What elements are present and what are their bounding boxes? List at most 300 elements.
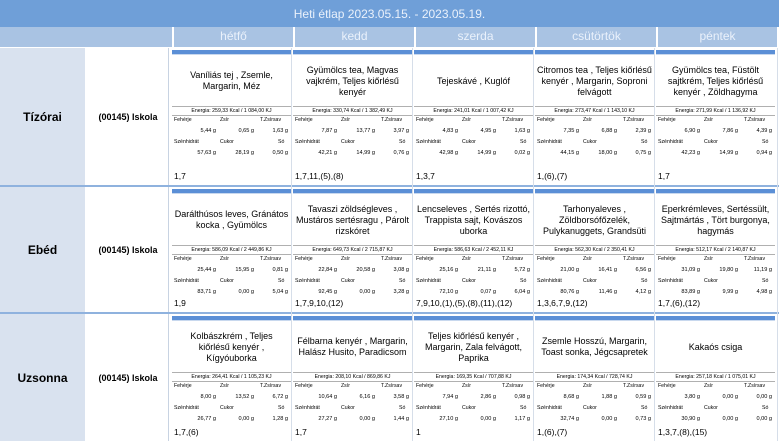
nutrient-value: 11,19 g [753,267,772,273]
column-divider [777,48,778,441]
nutrient-label: Fehérje [174,383,192,389]
nutrient-label: Fehérje [658,256,676,262]
nutrient-value: 6,16 g [359,394,375,400]
nutrient-value: 8,68 g [563,394,579,400]
allergen-codes: 1,7 [295,427,307,437]
cell-top-line [172,54,291,55]
nutrient-label-row [535,277,654,287]
dish-name: Kolbászkrém , Teljes kiőrlésű kenyér , Kígyóuborka [190,330,273,363]
day-header-wednesday: szerda [414,27,535,47]
nutrient-label: T.Zsírsav [744,256,766,262]
nutrient-value: 83,89 g [681,289,700,295]
nutrient-label: Só [399,139,406,145]
nutrient-label-row [656,404,775,414]
nutrient-value: 0,00 g [238,416,254,422]
nutrient-value: 6,72 g [272,394,288,400]
nutrient-label-row [414,382,533,392]
cell-top-line [172,193,291,194]
nutrient-value: 7,94 g [442,394,458,400]
column-divider [412,48,413,441]
nutrient-label: Cukor [341,139,355,145]
nutrient-value: 13,52 g [235,394,254,400]
nutrient-label: Cukor [220,405,234,411]
nutrient-value: 30,90 g [681,416,700,422]
menu-cell [535,314,654,441]
nutrient-label-row [172,116,291,126]
nutrient-value: 42,23 g [681,150,700,156]
menu-cell [656,48,775,185]
nutrient-label-row [172,277,291,287]
allergen-codes: 1,9 [174,298,186,308]
nutrient-label: T.Zsírsav [502,256,524,262]
nutrient-label: Fehérje [416,383,434,389]
nutrient-label: Cukor [462,139,476,145]
cell-top-line [656,54,775,55]
dish-name: Eperkrémleves, Sertéssült, Sajtmártás , Tört burgonya, hagymás [661,203,770,236]
cell-top-line [535,54,654,55]
nutrient-label: Só [762,139,769,145]
nutrient-value-row [172,126,291,137]
nutrient-value: 1,28 g [272,416,288,422]
cell-top-line [414,320,533,321]
nutrient-label: Szénhidrát [295,405,320,411]
nutrient-label: Szénhidrát [537,278,562,284]
nutrient-label: Szénhidrát [174,278,199,284]
menu-cell [293,187,412,312]
nutrient-label-row [414,404,533,414]
nutrient-label: Só [278,405,285,411]
menu-cell [293,314,412,441]
nutrient-label-row [535,255,654,265]
nutrient-label-row [656,138,775,148]
allergen-codes: 1,7,(6) [174,427,199,437]
energy-value: Energia: 259,33 Kcal / 1 084,00 KJ [172,106,291,116]
nutrient-value: 0,65 g [238,128,254,134]
nutrient-label: Zsír [704,256,713,262]
nutrient-value: 7,35 g [563,128,579,134]
energy-value: Energia: 586,09 Kcal / 2 449,86 KJ [172,245,291,255]
energy-value: Energia: 586,63 Kcal / 2 452,11 KJ [414,245,533,255]
nutrient-label: Cukor [341,278,355,284]
nutrient-label: T.Zsírsav [744,383,766,389]
nutrient-label-row [172,382,291,392]
nutrient-value: 26,77 g [197,416,216,422]
nutrient-label: T.Zsírsav [260,383,282,389]
nutrient-value: 57,63 g [197,150,216,156]
allergen-codes: 1,3,6,7,9,(12) [537,298,588,308]
nutrient-value-row [414,148,533,159]
nutrient-label-row [656,255,775,265]
nutrient-value-row [535,148,654,159]
nutrient-value: 27,10 g [439,416,458,422]
meal-row [0,48,779,185]
nutrient-label: Zsír [462,256,471,262]
nutrient-label-row [656,277,775,287]
cell-top-line [293,320,412,321]
allergen-codes: 1,3,7,(8),(15) [658,427,708,437]
nutrient-label-row [656,116,775,126]
nutrient-label: T.Zsírsav [502,383,524,389]
nutrient-value: 31,09 g [681,267,700,273]
nutrient-value: 42,21 g [318,150,337,156]
nutrient-value: 6,90 g [684,128,700,134]
dish-name: Lencseleves , Sertés rizottó, Trappista sajt, Kovászos uborka [416,203,531,236]
nutrient-label: Szénhidrát [295,139,320,145]
nutrient-value: 14,99 g [477,150,496,156]
nutrient-label: T.Zsírsav [502,117,524,123]
nutrient-label: Zsír [341,256,350,262]
allergen-codes: 1,(6),(7) [537,171,568,181]
nutrient-value: 5,72 g [514,267,530,273]
nutrient-value: 0,00 g [359,416,375,422]
nutrient-value: 5,44 g [200,128,216,134]
nutrient-value: 0,00 g [601,416,617,422]
nutrient-value: 0,94 g [756,150,772,156]
allergen-codes: 1,7,11,(5),(8) [295,171,344,181]
nutrient-label: Szénhidrát [658,405,683,411]
nutrient-label: Só [399,405,406,411]
nutrient-label: Szénhidrát [537,139,562,145]
menu-cell [172,187,291,312]
nutrient-label: Szénhidrát [295,278,320,284]
dish-name: Tarhonyaleves , Zöldborsófőzelék, Pulykanuggets, Grandsüti [542,203,647,236]
school-name: (00145) Iskola [88,48,169,185]
nutrient-label: Fehérje [174,117,192,123]
nutrient-value-row [656,414,775,425]
nutrient-label: Cukor [220,278,234,284]
nutrient-label-row [535,116,654,126]
nutrient-label: Fehérje [658,117,676,123]
nutrient-value: 4,95 g [480,128,496,134]
nutrient-label-row [172,138,291,148]
nutrient-value: 3,80 g [684,394,700,400]
nutrient-value: 0,81 g [272,267,288,273]
nutrient-label: Cukor [341,405,355,411]
energy-value: Energia: 271,99 Kcal / 1 136,92 KJ [656,106,775,116]
nutrient-value-row [293,414,412,425]
energy-value: Energia: 562,30 Kcal / 2 350,41 KJ [535,245,654,255]
nutrient-label: Cukor [462,278,476,284]
nutrient-value-row [293,265,412,276]
nutrient-value-row [656,265,775,276]
nutrient-label: Cukor [583,405,597,411]
nutrient-value: 22,84 g [318,267,337,273]
nutrient-label: Cukor [704,139,718,145]
nutrient-value-row [414,414,533,425]
allergen-codes: 1,7,9,10,(12) [295,298,344,308]
nutrient-value: 7,87 g [321,128,337,134]
nutrient-value: 25,16 g [439,267,458,273]
nutrient-value: 0,00 g [722,394,738,400]
nutrient-value: 72,10 g [439,289,458,295]
menu-title: Heti étlap 2023.05.15. - 2023.05.19. [0,0,779,27]
nutrient-value-row [535,392,654,403]
nutrient-value-row [535,126,654,137]
nutrient-label: Fehérje [295,256,313,262]
nutrient-value: 0,00 g [480,416,496,422]
menu-cell [535,187,654,312]
nutrient-label: T.Zsírsav [381,256,403,262]
allergen-codes: 1,7,(6),(12) [658,298,701,308]
meal-row [0,314,779,441]
nutrient-label: Só [520,405,527,411]
nutrient-label: Szénhidrát [416,278,441,284]
nutrient-value-row [414,392,533,403]
nutrient-value: 0,00 g [238,289,254,295]
menu-cell [535,48,654,185]
nutrient-value: 0,50 g [272,150,288,156]
nutrient-label: T.Zsírsav [623,256,645,262]
nutrient-label: Só [762,405,769,411]
nutrient-value: 0,02 g [514,150,530,156]
nutrient-label: Zsír [583,256,592,262]
dish-name: Gyümölcs tea, Füstölt sajtkrém, Teljes kiőrlésű kenyér , Zöldhagyma [667,64,764,97]
nutrient-label: T.Zsírsav [623,383,645,389]
nutrient-value: 5,04 g [272,289,288,295]
menu-cell [414,48,533,185]
nutrient-label: Cukor [583,278,597,284]
day-header-row [0,27,779,47]
nutrient-value-row [414,265,533,276]
nutrient-value-row [656,126,775,137]
nutrient-value: 32,74 g [560,416,579,422]
allergen-codes: 1,(6),(7) [537,427,568,437]
cell-top-line [535,193,654,194]
nutrient-value-row [293,126,412,137]
nutrient-value: 0,00 g [756,416,772,422]
allergen-codes: 1,7 [658,171,670,181]
cell-top-line [414,193,533,194]
nutrient-value: 0,59 g [635,394,651,400]
dish-name: Tavaszi zöldségleves , Mustáros sertésragu , Párolt rizskóret [295,203,410,236]
energy-value: Energia: 512,17 Kcal / 2 140,87 KJ [656,245,775,255]
nutrient-label-row [414,138,533,148]
row-separator [0,312,779,314]
cell-top-line [293,193,412,194]
nutrient-label-row [172,404,291,414]
dish-name: Tejeskávé , Kuglóf [436,75,511,86]
nutrient-value: 20,58 g [356,267,375,273]
nutrient-label-row [293,404,412,414]
nutrient-value: 13,77 g [356,128,375,134]
nutrient-label: Zsír [704,117,713,123]
energy-value: Energia: 264,41 Kcal / 1 105,23 KJ [172,372,291,382]
nutrient-value: 0,73 g [635,416,651,422]
nutrient-value-row [656,148,775,159]
nutrient-value: 1,63 g [272,128,288,134]
energy-value: Energia: 273,47 Kcal / 1 143,10 KJ [535,106,654,116]
allergen-codes: 7,9,10,(1),(5),(8),(11),(12) [416,298,513,308]
cell-top-line [293,54,412,55]
nutrient-label: Zsír [704,383,713,389]
nutrient-value: 6,88 g [601,128,617,134]
nutrient-label-row [172,255,291,265]
nutrient-label: Szénhidrát [658,139,683,145]
nutrient-label: Zsír [583,117,592,123]
nutrient-value-row [293,392,412,403]
nutrient-value: 80,76 g [560,289,579,295]
nutrient-value: 0,00 g [359,289,375,295]
nutrient-value: 0,75 g [635,150,651,156]
nutrient-label: Só [641,278,648,284]
day-header-monday: hétfő [172,27,293,47]
nutrient-label-row [414,116,533,126]
nutrient-label: Szénhidrát [416,139,441,145]
nutrient-label: Szénhidrát [537,405,562,411]
nutrient-value: 16,41 g [598,267,617,273]
nutrient-label-row [656,382,775,392]
school-name: (00145) Iskola [88,314,169,441]
nutrient-value: 6,04 g [514,289,530,295]
nutrient-label: Só [520,278,527,284]
nutrient-value: 3,58 g [393,394,409,400]
nutrient-label: Fehérje [537,256,555,262]
nutrient-label: T.Zsírsav [260,256,282,262]
nutrient-value: 0,07 g [480,289,496,295]
dish-name: Kakaós csiga [688,341,743,352]
nutrient-label: Só [641,405,648,411]
dish-name: Vaníliás tej , Zsemle, Margarin, Méz [190,70,273,91]
nutrient-value: 3,28 g [393,289,409,295]
nutrient-label: Só [520,139,527,145]
nutrient-label: Fehérje [658,383,676,389]
nutrient-value-row [656,392,775,403]
nutrient-label: Szénhidrát [658,278,683,284]
energy-value: Energia: 257,18 Kcal / 1 075,01 KJ [656,372,775,382]
dish-name: Gyümölcs tea, Magvas vajkrém, Teljes kiőrlésű kenyér [306,64,399,97]
nutrient-label-row [293,255,412,265]
menu-cell [656,187,775,312]
nutrient-value: 2,39 g [635,128,651,134]
meal-name: Ebéd [0,187,85,312]
nutrient-value: 21,00 g [560,267,579,273]
energy-value: Energia: 649,73 Kcal / 2 715,87 KJ [293,245,412,255]
dish-name: Zsemle Hosszú, Margarin, Toast sonka, Jégcsapretek [541,336,648,357]
nutrient-value: 3,97 g [393,128,409,134]
dish-name: Teljes kiőrlésű kenyér , Margarin, Zala felvágott, Paprika [424,330,523,363]
nutrient-value: 27,27 g [318,416,337,422]
nutrient-value-row [535,414,654,425]
nutrient-value: 42,98 g [439,150,458,156]
dish-name: Citromos tea , Teljes kiőrlésű kenyér , Margarin, Soproni felvágott [537,64,652,97]
nutrient-value-row [172,148,291,159]
meal-row [0,187,779,312]
nutrient-value: 14,99 g [356,150,375,156]
nutrient-value: 0,00 g [756,394,772,400]
nutrient-value: 92,45 g [318,289,337,295]
nutrient-label-row [535,138,654,148]
nutrient-value-row [293,148,412,159]
energy-value: Energia: 208,10 Kcal / 869,86 KJ [293,372,412,382]
nutrient-label: Szénhidrát [416,405,441,411]
school-name: (00145) Iskola [88,187,169,312]
column-divider [654,48,655,441]
nutrient-label: Szénhidrát [174,405,199,411]
nutrient-label: Zsír [220,383,229,389]
nutrient-label: Zsír [462,117,471,123]
day-header-thursday: csütörtök [535,27,656,47]
nutrient-value: 7,86 g [722,128,738,134]
nutrient-value-row [172,414,291,425]
energy-value: Energia: 241,01 Kcal / 1 007,42 KJ [414,106,533,116]
cell-top-line [414,54,533,55]
nutrient-label: Zsír [583,383,592,389]
nutrient-label: Cukor [462,405,476,411]
nutrient-value: 4,12 g [635,289,651,295]
nutrient-value: 44,15 g [560,150,579,156]
nutrient-label: Cukor [583,139,597,145]
nutrient-value: 0,98 g [514,394,530,400]
nutrient-value-row [414,126,533,137]
nutrient-value: 1,63 g [514,128,530,134]
nutrient-label: Só [641,139,648,145]
meal-name: Uzsonna [0,314,85,441]
nutrient-label: Fehérje [416,117,434,123]
nutrient-label-row [293,382,412,392]
nutrient-value: 19,80 g [719,267,738,273]
nutrient-value: 25,44 g [197,267,216,273]
nutrient-label: Zsír [341,117,350,123]
nutrient-value: 11,46 g [598,289,617,295]
allergen-codes: 1,7 [174,171,186,181]
nutrient-value: 1,44 g [393,416,409,422]
nutrient-label: Szénhidrát [174,139,199,145]
nutrient-value: 1,17 g [514,416,530,422]
column-divider [291,48,292,441]
nutrient-value: 14,99 g [719,150,738,156]
cell-top-line [172,320,291,321]
menu-cell [414,187,533,312]
nutrient-label: Fehérje [537,117,555,123]
nutrient-label: Fehérje [537,383,555,389]
nutrient-label-row [293,116,412,126]
nutrient-label-row [414,255,533,265]
nutrient-value: 8,00 g [200,394,216,400]
nutrient-label: Só [278,278,285,284]
nutrient-value-row [172,265,291,276]
nutrient-value: 4,83 g [442,128,458,134]
nutrient-label: Fehérje [416,256,434,262]
cell-top-line [535,320,654,321]
nutrient-value: 4,39 g [756,128,772,134]
nutrient-label: T.Zsírsav [381,117,403,123]
allergen-codes: 1 [416,427,421,437]
nutrient-label: Fehérje [295,383,313,389]
energy-value: Energia: 169,35 Kcal / 707,88 KJ [414,372,533,382]
nutrient-label: Só [399,278,406,284]
nutrient-value: 0,00 g [722,416,738,422]
nutrient-value: 0,76 g [393,150,409,156]
menu-cell [172,314,291,441]
nutrient-value: 21,11 g [477,267,496,273]
cell-top-line [656,193,775,194]
nutrient-label: Zsír [462,383,471,389]
menu-cell [414,314,533,441]
nutrient-value: 9,99 g [722,289,738,295]
day-header-tuesday: kedd [293,27,414,47]
nutrient-label: Cukor [704,278,718,284]
menu-cell [656,314,775,441]
nutrient-label-row [293,277,412,287]
nutrient-label: Fehérje [174,256,192,262]
nutrient-label: Cukor [220,139,234,145]
dish-name: Félbarna kenyér , Margarin, Halász Husito, Paradicsom [297,336,408,357]
nutrient-value: 10,64 g [318,394,337,400]
nutrient-value: 83,71 g [197,289,216,295]
nutrient-label-row [535,382,654,392]
allergen-codes: 1,3,7 [416,171,435,181]
nutrient-label-row [414,277,533,287]
